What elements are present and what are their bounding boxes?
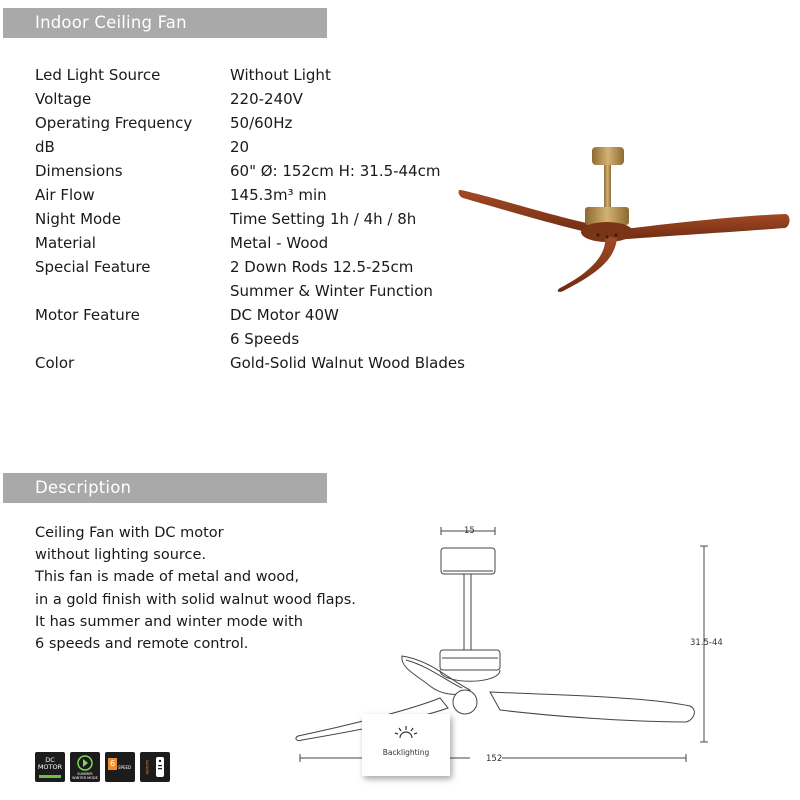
spec-label: dB — [35, 138, 55, 156]
spec-value: Summer & Winter Function — [230, 282, 433, 300]
spec-value: Without Light — [230, 66, 331, 84]
spec-label: Voltage — [35, 90, 92, 108]
dimension-height: 31.5-44 — [690, 638, 723, 648]
description-line: 6 speeds and remote control. — [35, 636, 249, 653]
spec-label: Operating Frequency — [35, 114, 193, 132]
remote-control-icon — [155, 756, 165, 778]
remote-badge — [140, 752, 170, 782]
summer-winter-icon — [77, 755, 93, 771]
product-title: Indoor Ceiling Fan — [35, 13, 187, 32]
summer-winter-badge — [70, 752, 100, 782]
spec-label: Special Feature — [35, 258, 151, 276]
fan-product-image — [455, 140, 795, 300]
spec-label: Motor Feature — [35, 306, 140, 324]
spec-value: Metal - Wood — [230, 234, 329, 252]
speed-count: 6 — [109, 759, 116, 768]
summer-winter-label: SUMMER WINTER MODE — [72, 772, 98, 780]
spec-value: 145.3m³ min — [230, 186, 327, 204]
backlighting-card — [362, 714, 450, 776]
remote-label: REMOTE — [145, 759, 150, 775]
spec-value: 50/60Hz — [230, 114, 293, 132]
spec-label: Dimensions — [35, 162, 123, 180]
spec-value: Time Setting 1h / 4h / 8h — [230, 210, 417, 228]
description-line: without lighting source. — [35, 547, 207, 564]
spec-value: 6 Speeds — [230, 330, 300, 348]
backlight-icon — [394, 724, 418, 740]
description-line: in a gold finish with solid walnut wood flaps. — [35, 591, 356, 608]
speed-label: SPEED — [118, 765, 132, 770]
description-line: It has summer and winter mode with — [35, 613, 303, 630]
description-title: Description — [35, 478, 132, 497]
section-header-description — [3, 473, 327, 503]
backlighting-label: Backlighting — [382, 748, 430, 757]
spec-label: Material — [35, 234, 96, 252]
dimension-drawing — [290, 520, 730, 775]
spec-value: 220-240V — [230, 90, 303, 108]
section-header-product — [3, 8, 327, 38]
spec-label: Color — [35, 354, 75, 372]
dimension-diameter: 152 — [486, 754, 503, 764]
speed-badge — [105, 752, 135, 782]
spec-label: Air Flow — [35, 186, 95, 204]
dc-motor-badge — [35, 752, 65, 782]
spec-label: Led Light Source — [35, 66, 161, 84]
spec-value: 60" Ø: 152cm H: 31.5-44cm — [230, 162, 441, 180]
spec-value: Gold-Solid Walnut Wood Blades — [230, 354, 465, 372]
description-line: Ceiling Fan with DC motor — [35, 525, 224, 541]
description-line: This fan is made of metal and wood, — [35, 569, 300, 586]
spec-value: 2 Down Rods 12.5-25cm — [230, 258, 414, 276]
dimension-top-width: 15 — [464, 526, 475, 536]
spec-value: DC Motor 40W — [230, 306, 339, 324]
dc-motor-label: DC MOTOR — [37, 756, 63, 771]
spec-label: Night Mode — [35, 210, 121, 228]
spec-value: 20 — [230, 138, 250, 156]
